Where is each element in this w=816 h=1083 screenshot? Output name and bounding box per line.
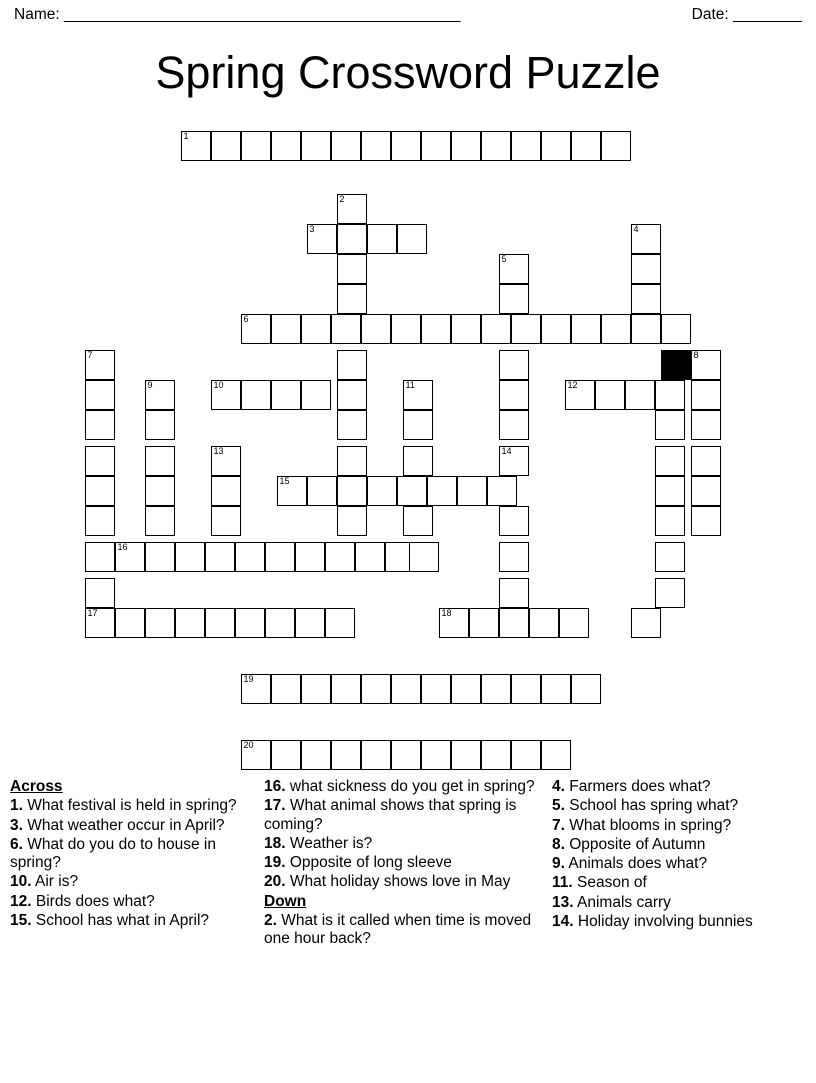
grid-cell[interactable] <box>337 506 367 536</box>
grid-cell[interactable] <box>487 476 517 506</box>
clue-item <box>10 912 242 930</box>
grid-cell[interactable] <box>499 410 529 440</box>
grid-cell[interactable] <box>85 542 115 572</box>
grid-cell[interactable] <box>655 380 685 410</box>
grid-cell-number: 14 <box>501 446 512 456</box>
grid-cell[interactable] <box>145 608 175 638</box>
grid-cell[interactable] <box>631 284 661 314</box>
grid-cell-number: 1 <box>183 131 189 141</box>
grid-cell[interactable] <box>439 608 469 638</box>
clue-column-3 <box>552 778 802 1078</box>
grid-cell[interactable] <box>205 542 235 572</box>
clue-text: Animals does what? <box>564 855 708 873</box>
grid-cell[interactable] <box>499 254 529 284</box>
clue-number: 10. <box>10 873 32 891</box>
grid-cell-number: 4 <box>633 224 639 234</box>
grid-cell[interactable] <box>337 410 367 440</box>
grid-cell-number: 6 <box>243 314 249 324</box>
grid-cell[interactable] <box>337 476 367 506</box>
grid-cell[interactable] <box>331 674 361 704</box>
grid-cell[interactable] <box>145 446 175 476</box>
grid-cell[interactable] <box>301 131 331 161</box>
clue-text: What is it called when time is moved one hour back? <box>264 911 532 948</box>
grid-cell[interactable] <box>691 380 721 410</box>
grid-cell[interactable] <box>511 131 541 161</box>
grid-cell[interactable] <box>361 674 391 704</box>
grid-cell[interactable] <box>337 380 367 410</box>
clue-text: Opposite of long sleeve <box>285 854 452 872</box>
grid-cell[interactable] <box>271 740 301 770</box>
grid-cell-number: 9 <box>147 380 153 390</box>
grid-cell[interactable] <box>145 380 175 410</box>
grid-cell[interactable] <box>631 608 661 638</box>
grid-cell[interactable] <box>655 446 685 476</box>
grid-cell[interactable] <box>397 476 427 506</box>
grid-cell[interactable] <box>391 674 421 704</box>
grid-cell[interactable] <box>655 410 685 440</box>
grid-cell[interactable] <box>241 314 271 344</box>
grid-cell-number: 7 <box>87 350 93 360</box>
grid-cell[interactable] <box>331 740 361 770</box>
grid-cell[interactable] <box>391 131 421 161</box>
grid-cell[interactable] <box>421 674 451 704</box>
grid-cell[interactable] <box>325 542 355 572</box>
grid-cell[interactable] <box>457 476 487 506</box>
grid-cell[interactable] <box>115 608 145 638</box>
grid-cell[interactable] <box>421 314 451 344</box>
clue-text: What holiday shows love in May <box>285 873 511 891</box>
grid-cell[interactable] <box>337 284 367 314</box>
grid-cell[interactable] <box>211 131 241 161</box>
grid-cell[interactable] <box>325 608 355 638</box>
clue-text: What blooms in spring? <box>564 816 732 834</box>
grid-cell[interactable] <box>511 674 541 704</box>
grid-cell[interactable] <box>307 476 337 506</box>
grid-cell-number: 18 <box>441 608 452 618</box>
clue-number: 3. <box>10 816 23 834</box>
clue-number: 4. <box>552 778 565 795</box>
clue-number: 20. <box>264 873 286 891</box>
grid-cell[interactable] <box>541 740 571 770</box>
grid-cell[interactable] <box>403 410 433 440</box>
grid-cell[interactable] <box>559 608 589 638</box>
grid-cell[interactable] <box>337 446 367 476</box>
grid-cell[interactable] <box>397 224 427 254</box>
grid-cell-number: 2 <box>339 194 345 204</box>
grid-cell[interactable] <box>571 131 601 161</box>
clue-text: Animals carry <box>573 893 671 911</box>
grid-cell[interactable] <box>211 380 241 410</box>
grid-cell[interactable] <box>295 542 325 572</box>
grid-cell[interactable] <box>235 608 265 638</box>
grid-cell[interactable] <box>691 410 721 440</box>
clue-text: School has what in April? <box>31 911 210 929</box>
clues-section <box>10 778 806 1078</box>
grid-cell[interactable] <box>499 350 529 380</box>
clue-text: Opposite of Autumn <box>564 835 706 853</box>
grid-cell[interactable] <box>391 740 421 770</box>
grid-cell[interactable] <box>499 542 529 572</box>
grid-cell[interactable] <box>205 608 235 638</box>
clue-number: 17. <box>264 797 286 815</box>
grid-cell[interactable] <box>631 254 661 284</box>
grid-cell[interactable] <box>241 740 271 770</box>
clue-number: 6. <box>10 835 23 853</box>
clue-number: 15. <box>10 911 32 929</box>
grid-cell[interactable] <box>295 608 325 638</box>
grid-cell[interactable] <box>175 542 205 572</box>
grid-cell[interactable] <box>565 380 595 410</box>
grid-cell-number: 17 <box>87 608 98 618</box>
grid-cell[interactable] <box>481 314 511 344</box>
grid-cell[interactable] <box>511 314 541 344</box>
grid-cell[interactable] <box>307 224 337 254</box>
grid-cell[interactable] <box>421 740 451 770</box>
grid-cell[interactable] <box>301 314 331 344</box>
grid-cell[interactable] <box>271 131 301 161</box>
grid-cell[interactable] <box>361 740 391 770</box>
grid-cell[interactable] <box>655 542 685 572</box>
grid-cell[interactable] <box>511 740 541 770</box>
page-title: Spring Crossword Puzzle <box>155 47 661 98</box>
grid-cell[interactable] <box>499 446 529 476</box>
grid-cell[interactable] <box>541 131 571 161</box>
grid-cell[interactable] <box>403 380 433 410</box>
grid-cell[interactable] <box>115 542 145 572</box>
grid-cell[interactable] <box>625 380 655 410</box>
grid-cell[interactable] <box>367 476 397 506</box>
grid-cell[interactable] <box>595 380 625 410</box>
grid-cell[interactable] <box>337 224 367 254</box>
grid-cell[interactable] <box>211 506 241 536</box>
clue-item <box>552 913 802 931</box>
grid-cell[interactable] <box>499 608 529 638</box>
grid-cell[interactable] <box>337 194 367 224</box>
clue-item <box>264 797 536 834</box>
grid-cell[interactable] <box>499 506 529 536</box>
grid-cell[interactable] <box>301 380 331 410</box>
grid-cell[interactable] <box>601 131 631 161</box>
grid-cell[interactable] <box>265 542 295 572</box>
grid-cell-number: 12 <box>567 380 578 390</box>
clue-text: Birds does what? <box>31 892 155 910</box>
down-heading: Down <box>264 892 307 910</box>
clue-text: What festival is held in spring? <box>22 797 237 815</box>
grid-cell[interactable] <box>499 380 529 410</box>
clue-item <box>552 874 802 892</box>
grid-cell[interactable] <box>337 350 367 380</box>
clue-number: 13. <box>552 893 574 911</box>
grid-cell[interactable] <box>481 674 511 704</box>
grid-cell[interactable] <box>391 314 421 344</box>
clue-number: 8. <box>552 835 565 853</box>
grid-cell[interactable] <box>451 740 481 770</box>
grid-cell[interactable] <box>361 131 391 161</box>
grid-cell[interactable] <box>211 446 241 476</box>
clue-text: What do you do to house in spring? <box>10 835 216 872</box>
grid-cell[interactable] <box>271 380 301 410</box>
grid-cell-number: 20 <box>243 740 254 750</box>
grid-cell[interactable] <box>499 578 529 608</box>
clue-text: Air is? <box>31 873 79 891</box>
clue-number: 7. <box>552 816 565 834</box>
grid-cell-number: 8 <box>693 350 699 360</box>
grid-cell[interactable] <box>145 476 175 506</box>
clue-item <box>552 894 802 912</box>
grid-cell[interactable] <box>661 314 691 344</box>
grid-cell-blocked <box>661 350 691 380</box>
grid-cell[interactable] <box>541 314 571 344</box>
grid-cell[interactable] <box>301 674 331 704</box>
clue-text: Farmers does what? <box>564 778 711 795</box>
grid-cell[interactable] <box>655 578 685 608</box>
grid-cell[interactable] <box>85 350 115 380</box>
grid-cell[interactable] <box>451 314 481 344</box>
grid-cell[interactable] <box>655 476 685 506</box>
grid-cell[interactable] <box>301 740 331 770</box>
grid-cell[interactable] <box>541 674 571 704</box>
clue-item <box>552 778 802 796</box>
clue-number: 19. <box>264 854 286 872</box>
grid-cell[interactable] <box>427 476 457 506</box>
clue-number: 2. <box>264 911 277 929</box>
clue-number: 12. <box>10 892 32 910</box>
clue-number: 11. <box>552 874 573 892</box>
clue-text: Weather is? <box>285 834 373 852</box>
clue-number: 1. <box>10 797 23 815</box>
clue-column-2 <box>258 778 536 1078</box>
grid-cell[interactable] <box>409 542 439 572</box>
clue-text: Season of <box>572 874 647 892</box>
clue-text: what sickness do you get in spring? <box>285 778 535 795</box>
clue-text: School has spring what? <box>564 797 739 815</box>
grid-cell[interactable] <box>241 380 271 410</box>
grid-cell[interactable] <box>691 506 721 536</box>
grid-cell[interactable] <box>145 506 175 536</box>
clue-item <box>10 836 242 873</box>
clue-item <box>552 797 802 815</box>
clue-column-1 <box>10 778 242 1078</box>
grid-cell[interactable] <box>181 131 211 161</box>
grid-cell[interactable] <box>403 446 433 476</box>
grid-cell[interactable] <box>145 410 175 440</box>
grid-cell[interactable] <box>241 131 271 161</box>
grid-cell[interactable] <box>277 476 307 506</box>
grid-cell[interactable] <box>691 350 721 380</box>
clue-number: 9. <box>552 855 565 873</box>
grid-cell[interactable] <box>421 131 451 161</box>
grid-cell-number: 10 <box>213 380 224 390</box>
grid-cell[interactable] <box>175 608 205 638</box>
date-field-label[interactable]: Date: ________ <box>691 6 802 23</box>
grid-cell[interactable] <box>355 542 385 572</box>
grid-cell[interactable] <box>85 578 115 608</box>
grid-cell[interactable] <box>691 476 721 506</box>
grid-cell[interactable] <box>451 131 481 161</box>
grid-cell-number: 11 <box>405 380 415 390</box>
clue-item <box>552 836 802 854</box>
grid-cell[interactable] <box>469 608 499 638</box>
grid-cell[interactable] <box>337 254 367 284</box>
name-field-label[interactable]: Name: ______________________________________________ <box>14 6 461 23</box>
clue-number: 18. <box>264 834 286 852</box>
grid-cell[interactable] <box>85 608 115 638</box>
clue-item <box>264 854 536 872</box>
grid-cell[interactable] <box>601 314 631 344</box>
grid-cell[interactable] <box>451 674 481 704</box>
grid-cell[interactable] <box>631 314 661 344</box>
grid-cell[interactable] <box>631 224 661 254</box>
grid-cell-number: 19 <box>243 674 254 684</box>
grid-cell[interactable] <box>235 542 265 572</box>
grid-cell-number: 15 <box>279 476 290 486</box>
grid-cell[interactable] <box>85 506 115 536</box>
grid-cell[interactable] <box>271 314 301 344</box>
grid-cell[interactable] <box>271 674 301 704</box>
grid-cell[interactable] <box>145 542 175 572</box>
grid-cell[interactable] <box>361 314 391 344</box>
clue-item <box>552 855 802 873</box>
clue-number: 16. <box>264 778 286 795</box>
clue-item <box>10 797 242 815</box>
grid-cell-number: 5 <box>501 254 507 264</box>
clue-text: What animal shows that spring is coming? <box>264 797 517 833</box>
clue-number: 5. <box>552 797 565 815</box>
grid-cell[interactable] <box>241 674 271 704</box>
clue-item <box>264 873 536 891</box>
grid-cell[interactable] <box>481 131 511 161</box>
grid-cell[interactable] <box>481 740 511 770</box>
grid-cell[interactable] <box>367 224 397 254</box>
grid-cell[interactable] <box>571 674 601 704</box>
across-heading: Across <box>10 778 63 795</box>
grid-cell[interactable] <box>331 314 361 344</box>
grid-cell[interactable] <box>571 314 601 344</box>
grid-cell[interactable] <box>691 446 721 476</box>
grid-cell-number: 3 <box>309 224 315 234</box>
clue-text: What weather occur in April? <box>22 816 225 834</box>
grid-cell-number: 13 <box>213 446 224 456</box>
grid-cell[interactable] <box>85 446 115 476</box>
clue-item <box>264 912 536 949</box>
grid-cell[interactable] <box>85 410 115 440</box>
grid-cell[interactable] <box>331 131 361 161</box>
clue-text: Holiday involving bunnies <box>573 912 753 930</box>
grid-cell[interactable] <box>85 476 115 506</box>
grid-cell-number: 16 <box>117 542 128 552</box>
clue-item <box>552 817 802 835</box>
grid-cell[interactable] <box>265 608 295 638</box>
clue-item <box>10 817 242 835</box>
grid-cell[interactable] <box>403 506 433 536</box>
clue-item <box>264 835 536 853</box>
grid-cell[interactable] <box>499 284 529 314</box>
clue-item <box>10 873 242 891</box>
clue-item <box>10 893 242 911</box>
clue-number: 14. <box>552 912 574 930</box>
grid-cell[interactable] <box>211 476 241 506</box>
grid-cell[interactable] <box>655 506 685 536</box>
clue-item <box>264 778 536 796</box>
grid-cell[interactable] <box>529 608 559 638</box>
grid-cell[interactable] <box>85 380 115 410</box>
